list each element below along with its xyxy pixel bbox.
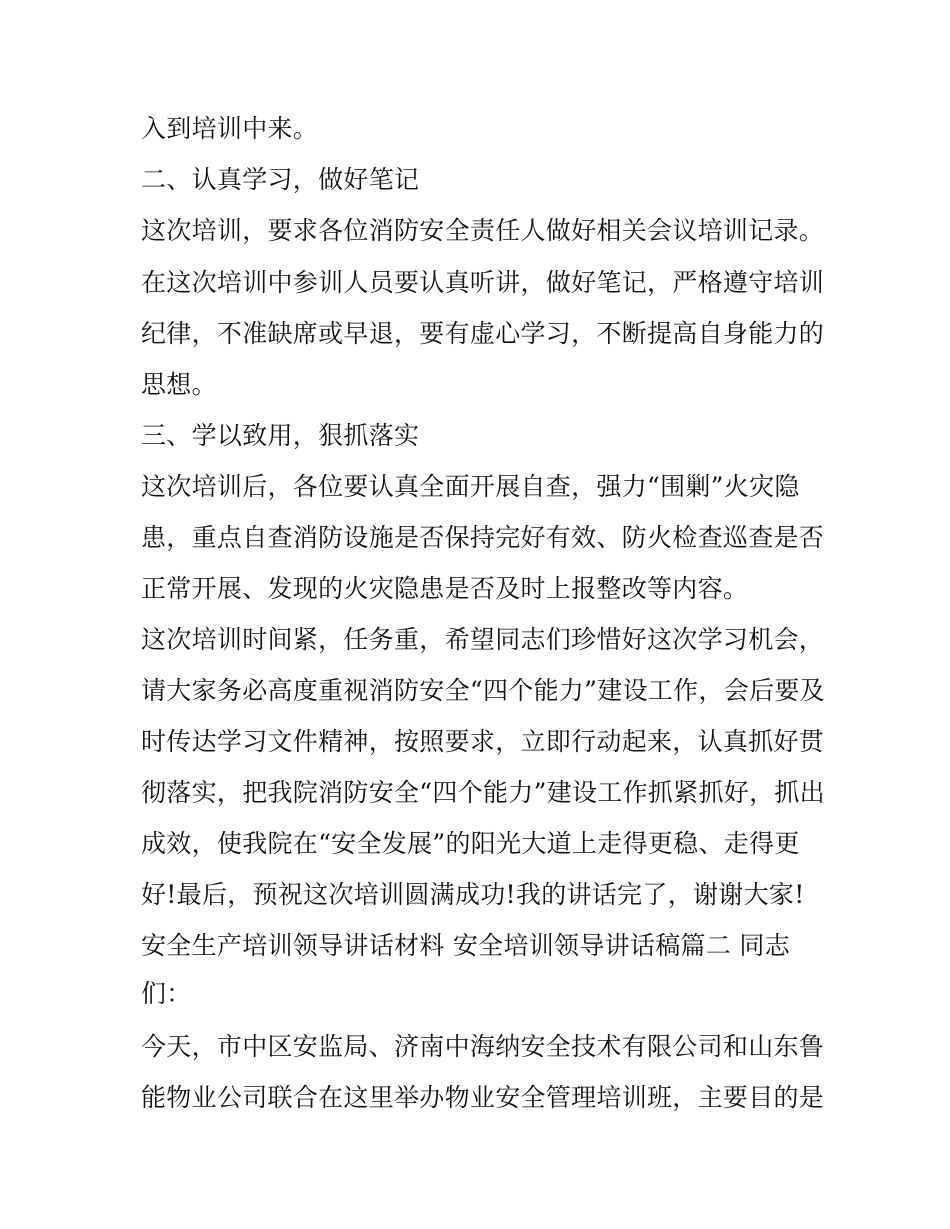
text-line: 这次培训，要求各位消防安全责任人做好相关会议培训记录。: [141, 216, 825, 245]
text-line: 这次培训后，各位要认真全面开展自查，强力“围剿”火灾隐: [141, 472, 800, 501]
text-line: 纪律，不准缺席或早退，要有虚心学习，不断提高自身能力的: [141, 319, 825, 348]
text-line: 彻落实，把我院消防安全“四个能力”建设工作抓紧抓好，抓出: [141, 778, 825, 807]
text-line: 请大家务必高度重视消防安全“四个能力”建设工作，会后要及: [141, 676, 825, 705]
text-line: 思想。: [141, 370, 217, 399]
text-line: 在这次培训中参训人员要认真听讲，做好笔记，严格遵守培训: [141, 268, 825, 297]
text-line: 入到培训中来。: [141, 114, 319, 143]
text-line: 患，重点自查消防设施是否保持完好有效、防火检查巡查是否: [141, 523, 825, 552]
text-line: 这次培训时间紧，任务重，希望同志们珍惜好这次学习机会，: [141, 625, 825, 654]
text-line: 正常开展、发现的火灾隐患是否及时上报整改等内容。: [141, 574, 749, 603]
text-line: 们：: [141, 979, 192, 1008]
article-title-line: 安全生产培训领导讲话材料 安全培训领导讲话稿篇二 同志: [141, 931, 790, 960]
text-line: 成效，使我院在“安全发展”的阳光大道上走得更稳、走得更: [141, 829, 800, 858]
text-line: 能物业公司联合在这里举办物业安全管理培训班，主要目的是: [141, 1083, 825, 1112]
text-line: 好!最后，预祝这次培训圆满成功!我的讲话完了，谢谢大家!: [141, 880, 805, 909]
section-heading: 三、学以致用，狠抓落实: [141, 421, 420, 450]
text-line: 今天，市中区安监局、济南中海纳安全技术有限公司和山东鲁: [141, 1032, 825, 1061]
text-line: 时传达学习文件精神，按照要求，立即行动起来，认真抓好贯: [141, 727, 825, 756]
section-heading: 二、认真学习，做好笔记: [141, 165, 420, 194]
